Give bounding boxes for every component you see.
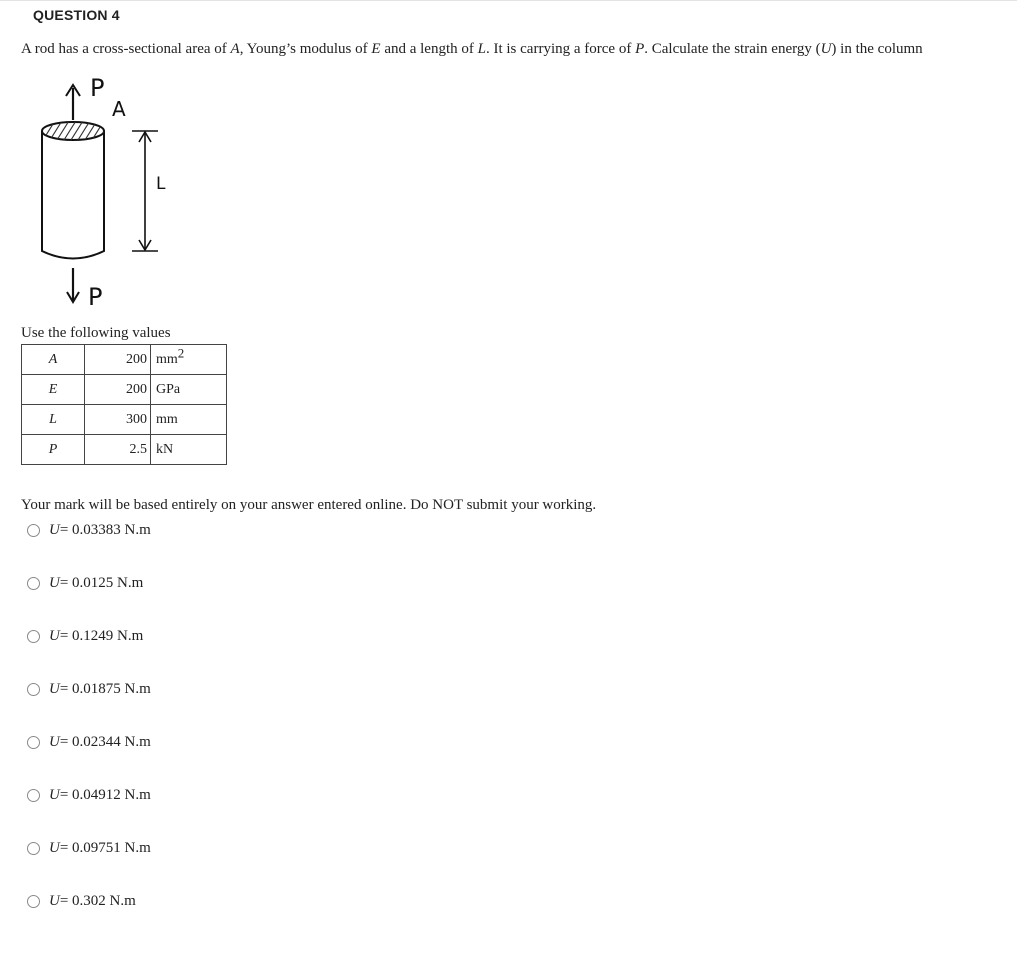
question-stem — [21, 41, 1011, 58]
instructions-text: Your mark will be based entirely on your answer entered online. Do NOT submit your working. — [21, 497, 597, 513]
symbol-cell: E — [22, 375, 85, 405]
symbol-cell: A — [22, 345, 85, 375]
answer-option-2[interactable] — [27, 573, 143, 593]
radio-button[interactable] — [27, 524, 40, 537]
table-row — [22, 345, 227, 375]
stem-text: , Young’s modulus of — [239, 41, 372, 57]
option-text: = 0.03383 N.m — [59, 521, 151, 538]
stem-var: U — [820, 41, 832, 57]
bottom-force-label: P — [88, 283, 103, 311]
option-var: U — [49, 839, 60, 856]
unit-text: mm — [156, 351, 178, 367]
area-label: A — [112, 97, 126, 121]
unit-cell — [151, 435, 227, 465]
radio-button[interactable] — [27, 895, 40, 908]
answer-option-4[interactable] — [27, 679, 151, 699]
answer-option-1[interactable] — [27, 520, 151, 540]
rod-diagram — [28, 68, 188, 318]
question-heading: QUESTION 4 — [33, 7, 120, 23]
option-text: = 0.09751 N.m — [59, 839, 151, 856]
radio-button[interactable] — [27, 842, 40, 855]
option-text: = 0.04912 N.m — [59, 786, 151, 803]
value-cell: 200 — [85, 375, 151, 405]
symbol-cell: P — [22, 435, 85, 465]
unit-cell — [151, 405, 227, 435]
answer-option-5[interactable] — [27, 732, 151, 752]
table-row — [22, 375, 227, 405]
radio-button[interactable] — [27, 736, 40, 749]
unit-text: mm — [156, 411, 178, 427]
length-label: L — [156, 174, 166, 194]
unit-text: GPa — [156, 381, 181, 397]
value-cell: 200 — [85, 345, 151, 375]
unit-cell — [151, 345, 227, 375]
option-var: U — [49, 892, 60, 909]
option-text: = 0.302 N.m — [59, 892, 136, 909]
stem-var: L — [477, 41, 486, 57]
top-force-label: P — [90, 74, 105, 102]
value-cell: 2.5 — [85, 435, 151, 465]
values-table — [21, 344, 227, 465]
unit-cell — [151, 375, 227, 405]
option-text: = 0.02344 N.m — [59, 733, 151, 750]
stem-text: and a length of — [380, 41, 478, 57]
stem-text: . It is carrying a force of — [485, 41, 636, 57]
answer-option-3[interactable] — [27, 626, 143, 646]
option-var: U — [49, 680, 60, 697]
stem-var: E — [371, 41, 381, 57]
table-row — [22, 405, 227, 435]
option-var: U — [49, 786, 60, 803]
table-row — [22, 435, 227, 465]
radio-button[interactable] — [27, 577, 40, 590]
answer-option-8[interactable] — [27, 891, 136, 911]
top-divider — [0, 0, 1017, 1]
rod-body — [42, 131, 104, 259]
symbol-cell: L — [22, 405, 85, 435]
option-text: = 0.0125 N.m — [59, 574, 144, 591]
option-text: = 0.1249 N.m — [59, 627, 144, 644]
stem-text: ) in the column — [831, 41, 923, 57]
option-var: U — [49, 627, 60, 644]
answer-option-7[interactable] — [27, 838, 151, 858]
value-cell: 300 — [85, 405, 151, 435]
unit-superscript: 2 — [177, 344, 185, 360]
unit-text: kN — [156, 441, 174, 457]
values-intro: Use the following values — [21, 325, 171, 341]
answer-option-6[interactable] — [27, 785, 151, 805]
option-var: U — [49, 574, 60, 591]
radio-button[interactable] — [27, 630, 40, 643]
radio-button[interactable] — [27, 683, 40, 696]
option-text: = 0.01875 N.m — [59, 680, 151, 697]
option-var: U — [49, 521, 60, 538]
stem-text: . Calculate the strain energy ( — [644, 41, 821, 57]
radio-button[interactable] — [27, 789, 40, 802]
option-var: U — [49, 733, 60, 750]
stem-text: A rod has a cross-sectional area of — [21, 41, 231, 57]
stem-var: A — [230, 41, 240, 57]
stem-var: P — [635, 41, 645, 57]
